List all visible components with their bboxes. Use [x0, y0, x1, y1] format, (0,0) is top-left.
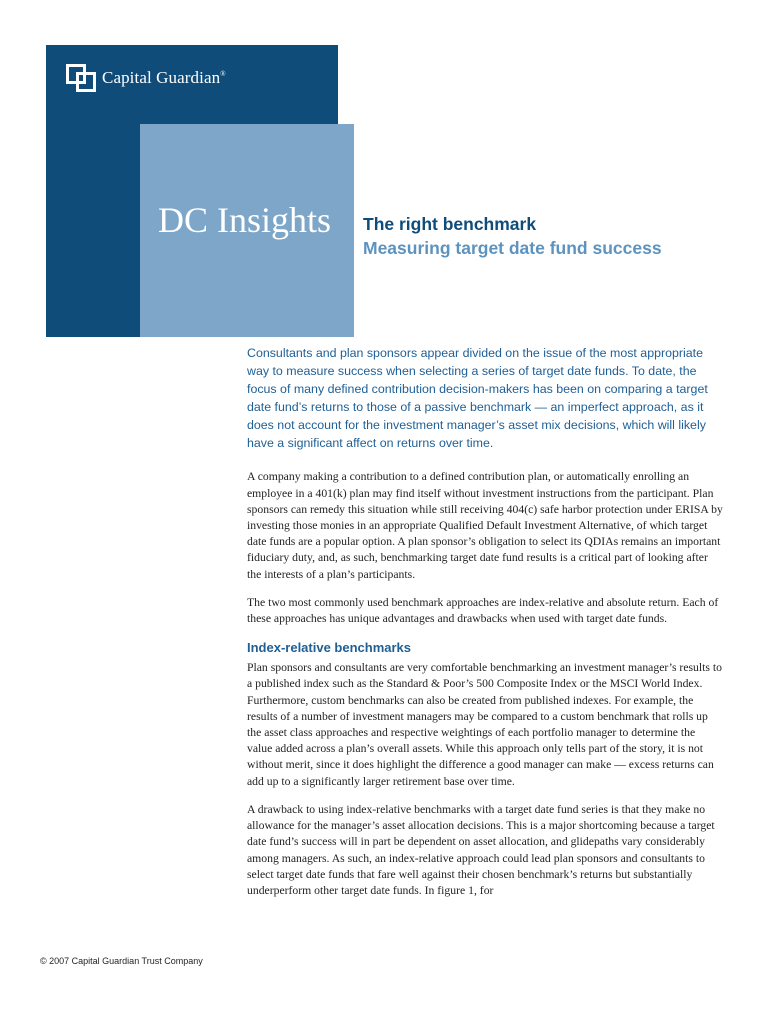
copyright-footer: © 2007 Capital Guardian Trust Company — [40, 956, 203, 966]
section-paragraph: Plan sponsors and consultants are very comfortable benchmarking an investment manager’s results to a published index such as the Standard & Poor’s 500 Composite Index or the MSCI World Index. Furthermore, custom benchmarks can also be created from published indexes. For example, the results of a number of investment managers may be compared to a custom benchmark that rolls up the asset class approaches and respective weightings of each portfolio manager to determine the value added across a plan’s overall assets. While this approach only tells part of the story, it is not without merit, since it does highlight the difference a good manager can make — excess returns can add up to a significantly larger retirement base over time. — [247, 661, 722, 788]
section-paragraph: A drawback to using index-relative benchmarks with a target date fund series is that they make no allowance for the manager’s asset allocation decisions. This is a major shortcoming because a target date fund’s success will in part be dependent on asset allocation, and glidepaths vary considerably among managers. As such, an index-relative approach could lead plan sponsors and consultants to select target date funds that fare well against their chosen benchmark’s returns but substantially underperform other target date funds. In figure 1, for — [247, 802, 715, 897]
article-body — [247, 345, 723, 911]
capital-guardian-logo-icon — [66, 64, 96, 92]
subheadline: Measuring target date fund success — [363, 238, 662, 258]
lead-paragraph: Consultants and plan sponsors appear divided on the issue of the most appropriate way to measure success when selecting a series of target date funds. To date, the focus of many defined contribution decision-makers has been on comparing a target date fund’s returns to those of a passive benchmark — an imperfect approach, as it does not account for the investment manager’s asset mix decisions, which will likely have a significant affect on returns over time. — [247, 346, 708, 450]
body-paragraph: The two most commonly used benchmark approaches are index-relative and absolute return. Each of these approaches has unique advantages and drawbacks when used with target date funds. — [247, 595, 719, 626]
brand-logo — [66, 64, 226, 92]
section-heading: Index-relative benchmarks — [247, 640, 412, 656]
body-paragraph: A company making a contribution to a defined contribution plan, or automatically enrolling an employee in a 401(k) plan may find itself without investment instructions from the participant. Plan sponsors can remedy this situation while still receiving 404(c) safe harbor protection under ERISA by investing those monies in an appropriate Qualified Default Investment Alternative, of which target date funds are a popular option. A plan sponsor’s obligation to select its QDIAs remains an important fiduciary duty, and, as such, benchmarking target date fund results is a critical part of looking after the interests of a plan’s participants. — [247, 470, 723, 581]
brand-name: Capital Guardian® — [102, 68, 226, 87]
trademark-symbol: ® — [220, 70, 226, 78]
series-title: DC Insights — [158, 200, 332, 240]
headline: The right benchmark — [363, 214, 537, 234]
